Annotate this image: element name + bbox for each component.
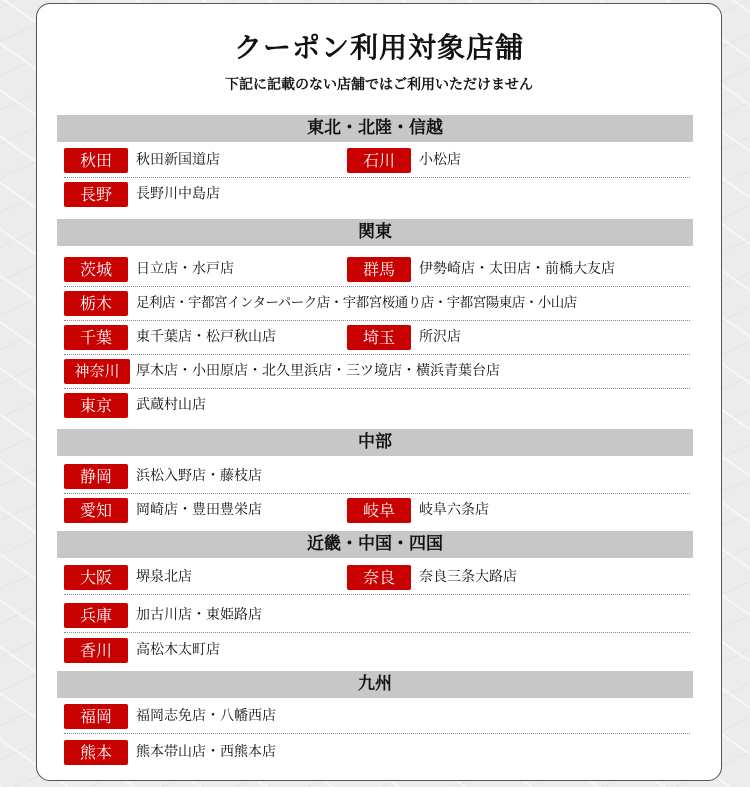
prefecture-badge: 兵庫 xyxy=(64,603,128,628)
store-row xyxy=(64,144,690,178)
prefecture-badge: 熊本 xyxy=(64,740,128,765)
page-subtitle: 下記に記載のない店舗ではご利用いただけません xyxy=(225,77,533,93)
prefecture-badge: 群馬 xyxy=(347,257,411,282)
store-names: 厚木店・小田原店・北久里浜店・三ツ境店・横浜青葉台店 xyxy=(136,363,500,379)
store-row xyxy=(64,355,690,389)
store-names: 高松木太町店 xyxy=(136,642,220,658)
store-names: 所沢店 xyxy=(419,329,461,345)
store-row xyxy=(64,494,690,528)
region-header-kyushu: 九州 xyxy=(57,671,693,698)
prefecture-badge: 静岡 xyxy=(64,464,128,489)
store-row xyxy=(64,599,690,633)
prefecture-badge: 大阪 xyxy=(64,565,128,590)
region-header-chubu: 中部 xyxy=(57,429,693,456)
region-header-kinki: 近畿・中国・四国 xyxy=(57,531,693,558)
prefecture-badge: 東京 xyxy=(64,393,128,418)
store-row xyxy=(64,321,690,355)
store-row xyxy=(64,736,690,770)
prefecture-badge: 奈良 xyxy=(347,565,411,590)
store-names: 福岡志免店・八幡西店 xyxy=(136,708,276,724)
store-names: 武蔵村山店 xyxy=(136,397,206,413)
prefecture-badge: 福岡 xyxy=(64,704,128,729)
store-names: 秋田新国道店 xyxy=(136,152,220,168)
prefecture-badge: 愛知 xyxy=(64,498,128,523)
store-row xyxy=(64,178,690,212)
store-names: 加古川店・東姫路店 xyxy=(136,607,262,623)
store-names: 浜松入野店・藤枝店 xyxy=(136,468,262,484)
store-names: 熊本帯山店・西熊本店 xyxy=(136,744,276,760)
store-names: 岡崎店・豊田豊栄店 xyxy=(136,502,262,518)
store-names: 日立店・水戸店 xyxy=(136,261,234,277)
region-header-kanto: 関東 xyxy=(57,219,693,246)
store-row xyxy=(64,634,690,668)
store-names: 長野川中島店 xyxy=(136,186,220,202)
store-names: 岐阜六条店 xyxy=(419,502,489,518)
prefecture-badge: 神奈川 xyxy=(64,359,130,384)
store-names: 東千葉店・松戸秋山店 xyxy=(136,329,276,345)
store-names: 堺泉北店 xyxy=(136,569,192,585)
store-row xyxy=(64,287,690,321)
store-list-card xyxy=(36,3,722,781)
store-row xyxy=(64,253,690,287)
prefecture-badge: 石川 xyxy=(347,148,411,173)
store-row xyxy=(64,460,690,494)
prefecture-badge: 岐阜 xyxy=(347,498,411,523)
region-header-tohoku: 東北・北陸・信越 xyxy=(57,115,693,142)
prefecture-badge: 栃木 xyxy=(64,291,128,316)
prefecture-badge: 千葉 xyxy=(64,325,128,350)
prefecture-badge: 香川 xyxy=(64,638,128,663)
store-row xyxy=(64,700,690,734)
prefecture-badge: 長野 xyxy=(64,182,128,207)
prefecture-badge: 秋田 xyxy=(64,148,128,173)
store-names: 小松店 xyxy=(419,152,461,168)
prefecture-badge: 茨城 xyxy=(64,257,128,282)
page-title: クーポン利用対象店舗 xyxy=(233,31,524,64)
store-row xyxy=(64,389,690,423)
store-names: 伊勢崎店・太田店・前橋大友店 xyxy=(419,261,615,277)
prefecture-badge: 埼玉 xyxy=(347,325,411,350)
store-names: 奈良三条大路店 xyxy=(419,569,517,585)
store-row xyxy=(64,561,690,595)
store-names: 足利店・宇都宮インターパーク店・宇都宮桜通り店・宇都宮陽東店・小山店 xyxy=(136,295,577,311)
